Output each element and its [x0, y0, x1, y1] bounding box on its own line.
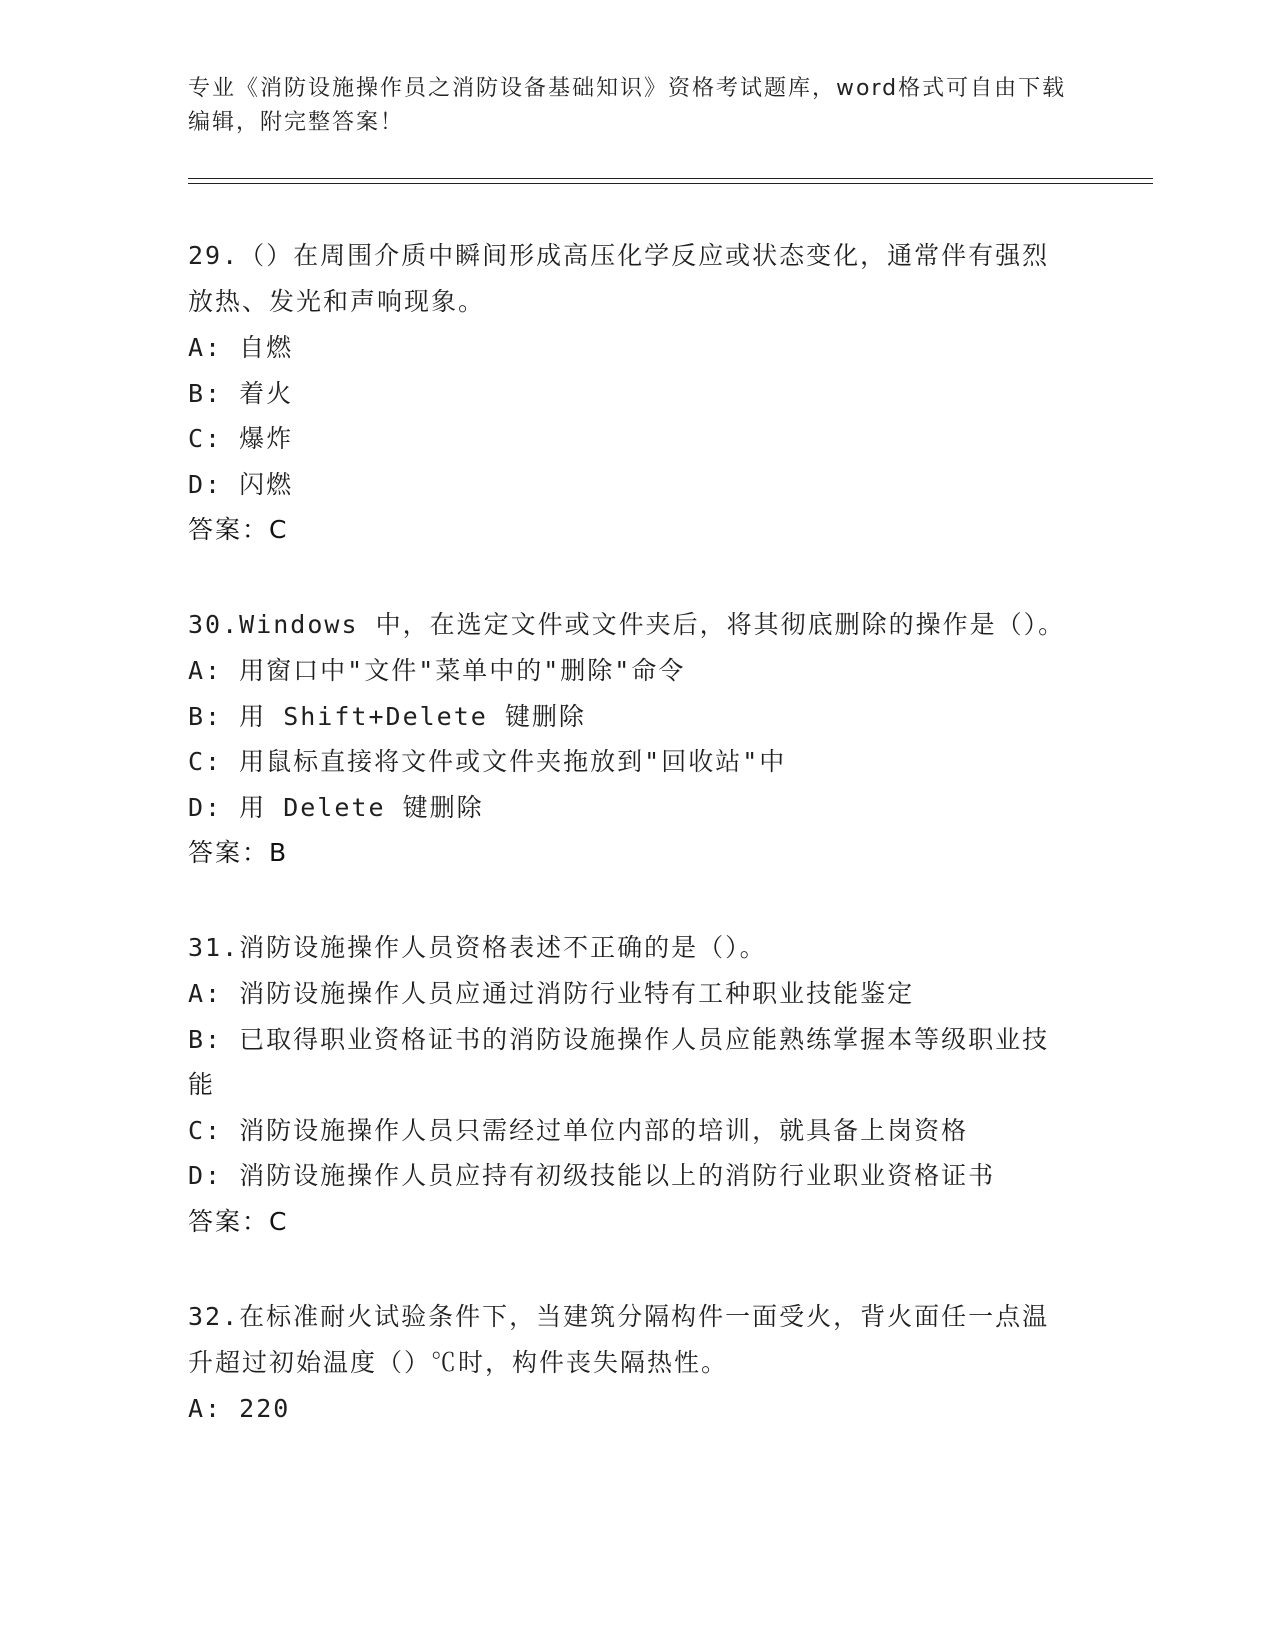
option-a: A: 消防设施操作人员应通过消防行业特有工种职业技能鉴定: [188, 979, 915, 1008]
option-a: A: 自燃: [188, 333, 294, 362]
option-b: B: 已取得职业资格证书的消防设施操作人员应能熟练掌握本等级职业技能: [188, 1024, 1050, 1099]
question-stem: 31.消防设施操作人员资格表述不正确的是（）。: [188, 933, 767, 962]
question-list: [188, 233, 1068, 1480]
question-31: [188, 925, 1068, 1245]
option-b: B: 着火: [188, 378, 294, 408]
option-c: C: 消防设施操作人员只需经过单位内部的培训，就具备上岗资格: [188, 1115, 969, 1145]
answer-line: 答案：C: [188, 515, 289, 544]
option-c: C: 用鼠标直接将文件或文件夹拖放到"回收站"中: [188, 747, 787, 776]
option-d: D: 消防设施操作人员应持有初级技能以上的消防行业职业资格证书: [188, 1161, 996, 1190]
document-header: [188, 72, 1088, 140]
option-c: C: 爆炸: [188, 424, 294, 453]
header-text: 专业《消防设施操作员之消防设备基础知识》资格考试题库，word格式可自由下载编辑，附完整答案！: [188, 76, 1067, 135]
option-d: D: 用 Delete 键删除: [188, 792, 484, 822]
header-divider-line: [188, 178, 1153, 179]
option-d: D: 闪燃: [188, 469, 294, 499]
header-divider-line-2: [188, 183, 1153, 184]
answer-line: 答案：C: [188, 1206, 289, 1236]
question-30: [188, 602, 1068, 876]
question-stem: 30.Windows 中，在选定文件或文件夹后，将其彻底删除的操作是（）。: [188, 610, 1066, 639]
option-b: B: 用 Shift+Delete 键删除: [188, 701, 586, 731]
question-stem: 29.（）在周围介质中瞬间形成高压化学反应或状态变化，通常伴有强烈放热、发光和声响现象。: [188, 241, 1050, 316]
option-a: A: 220: [188, 1393, 291, 1423]
question-32: [188, 1294, 1068, 1432]
answer-line: 答案：B: [188, 838, 289, 867]
option-a: A: 用窗口中"文件"菜单中的"删除"命令: [188, 656, 686, 685]
question-stem: 32.在标准耐火试验条件下，当建筑分隔构件一面受火，背火面任一点温升超过初始温度（）℃时，构件丧失隔热性。: [188, 1301, 1050, 1377]
question-29: [188, 233, 1068, 553]
